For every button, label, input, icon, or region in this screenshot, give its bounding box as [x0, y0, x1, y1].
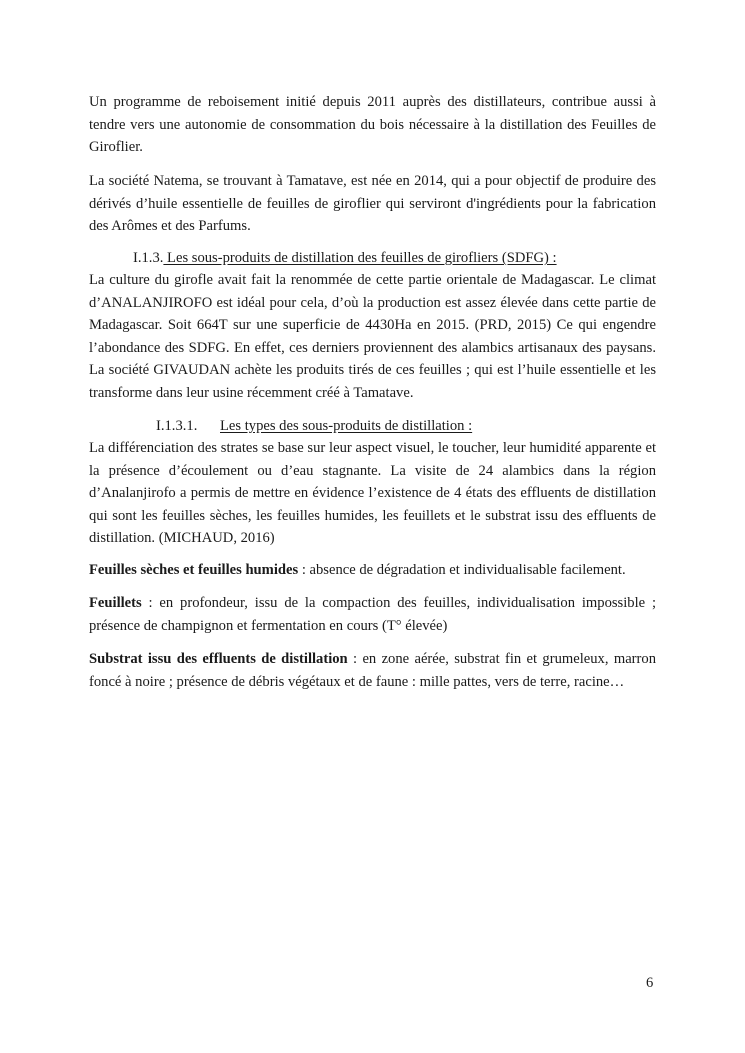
- definition-term: Substrat issu des effluents de distillation: [89, 651, 348, 667]
- definition-text: : en profondeur, issu de la compaction des feuilles, individualisation impossible ; présence de champignon et fermentation en cours (T° élevée): [89, 595, 656, 634]
- page-number: 6: [646, 975, 654, 991]
- definition-text: : absence de dégradation et individualisable facilement.: [298, 562, 626, 578]
- section-title: Les sous-produits de distillation des feuilles de girofliers (SDFG) :: [163, 250, 557, 266]
- section-title-1-1-3-1: Les types des sous-produits de distillation :: [220, 418, 473, 434]
- definition-feuillets: [89, 592, 656, 637]
- paragraph-natema: La société Natema, se trouvant à Tamatave, est née en 2014, qui a pour objectif de produire des dérivés d’huile essentielle de feuilles de giroflier qui serviront d'ingrédients pour la fabrication des Arômes et des Parfums.: [89, 173, 656, 235]
- section-number-1-1-3-1: I.1.3.1.: [156, 418, 198, 434]
- definition-text: : en zone aérée, substrat fin et grumeleux, marron foncé à noire ; présence de débris végétaux et de faune : mille pattes, vers de terre, racine…: [89, 651, 656, 690]
- section-heading-1-1-3: [133, 247, 557, 270]
- paragraph-culture-girofle: La culture du girofle avait fait la renommée de cette partie orientale de Madagascar. Le climat d’ANALANJIROFO est idéal pour cela, d’où la production est assez élevée dans cette partie de Madagascar. Soit 664T sur une superficie de 4430Ha en 2015. (PRD, 2015) Ce qui engendre l’abondance des SDFG. En effet, ces derniers proviennent des alambics artisanaux des paysans. La société GIVAUDAN achète les produits tirés de ces feuilles ; qui est l’huile essentielle et les transforme dans leur usine récemment créé à Tamatave.: [89, 272, 656, 401]
- definition-term: Feuilles sèches et feuilles humides: [89, 562, 299, 578]
- definition-term: Feuillets: [89, 595, 142, 611]
- paragraph-differenciation: La différenciation des strates se base sur leur aspect visuel, le toucher, leur humidité apparente et la présence d’écoulement ou d’eau stagnante. La visite de 24 alambics dans la région d’Analanjirofo a permis de mettre en évidence l’existence de 4 états des effluents de distillation qui sont les feuilles sèches, les feuilles humides, les feuillets et le substrat issu des effluents de distillation. (MICHAUD, 2016): [89, 440, 656, 547]
- definition-substrat: [89, 648, 656, 693]
- definition-feuilles-seches: [89, 559, 656, 582]
- section-number: I.1.3.: [133, 250, 164, 266]
- paragraph-reboisement: Un programme de reboisement initié depuis 2011 auprès des distillateurs, contribue aussi à tendre vers une autonomie de consommation du bois nécessaire à la distillation des Feuilles de Giroflier.: [89, 94, 656, 156]
